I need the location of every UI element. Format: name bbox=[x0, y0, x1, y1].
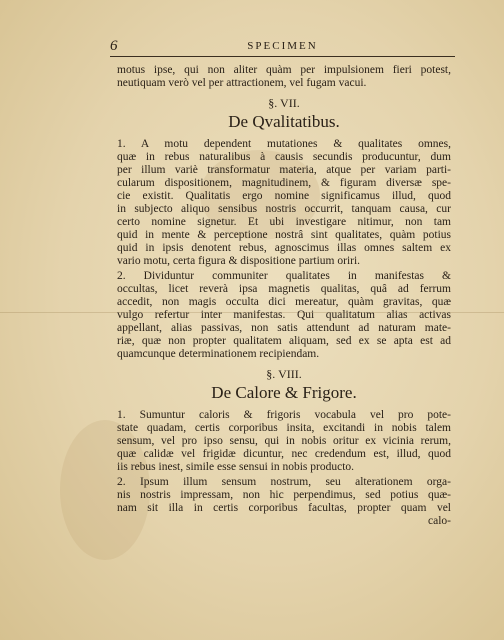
text-line: cie existit. Qualitatis ergo nomine significamus illud, quod bbox=[117, 190, 451, 202]
text-line: quid in ipsis denotent rebus, agnoscimus illas omnes saltem ex bbox=[117, 242, 451, 254]
text-line: motus ipse, qui non aliter quàm per impulsionem fieri potest, bbox=[117, 64, 451, 76]
page-body bbox=[117, 64, 451, 528]
text-line: nam sit illa in certis corporibus facultas, propter quam vel bbox=[117, 502, 451, 514]
page-number: 6 bbox=[110, 38, 118, 54]
paragraph bbox=[117, 270, 451, 361]
text-line: quæ calidæ vel frigidæ dicuntur, nec credendum est, illud, quod bbox=[117, 448, 451, 460]
section-number: §. VIII. bbox=[266, 367, 302, 381]
section-title: De Qvalitatibus. bbox=[228, 112, 340, 131]
text-line: in subjecto aliquo sensibus nostris occurrit, tanquam causa, cur bbox=[117, 203, 451, 215]
text-line: 1. A motu dependent mutationes & qualitates omnes, bbox=[117, 138, 451, 150]
text-line: cularum dispositionem, magnitudinem, & figuram diversæ spe- bbox=[117, 177, 451, 189]
text-line: quid in mente & perceptione nostrâ sint qualitates, quàm potius bbox=[117, 229, 451, 241]
text-line: appellant, alias passivas, non satis attendunt ad naturam mate- bbox=[117, 322, 451, 334]
running-title: SPECIMEN bbox=[247, 40, 318, 52]
text-line: riæ, quæ non propter qualitatem aliquam, sed ex se apta est ad bbox=[117, 335, 451, 347]
text-line: 1. Sumuntur caloris & frigoris vocabula vel pro pote- bbox=[117, 409, 451, 421]
section-number: §. VII. bbox=[268, 96, 300, 110]
page-header bbox=[110, 38, 455, 57]
text-line: certo nomine signetur. Et ubi investigare nitimur, non tam bbox=[117, 216, 451, 228]
text-line: 2. Ipsum illum sensum nostrum, seu alterationem orga- bbox=[117, 476, 451, 488]
section-title: De Calore & Frigore. bbox=[211, 383, 357, 402]
text-line: state quadam, certis corporibus insita, excitandi in nobis talem bbox=[117, 422, 451, 434]
text-line: neutiquam verò vel per attractionem, vel fugam vacui. bbox=[117, 77, 367, 89]
text-line: occultas, licet reverà ipsa magnetis qualitas, quâ ad ferrum bbox=[117, 283, 451, 295]
text-line: iis rebus inest, simile esse sensui in nobis producto. bbox=[117, 461, 355, 473]
text-line: 2. Dividuntur communiter qualitates in manifestas & bbox=[117, 270, 451, 282]
text-line: accedit, non magis occulta dici mereatur, quàm gravitas, quæ bbox=[117, 296, 451, 308]
paragraph bbox=[117, 476, 451, 515]
text-line: quamcunque determinationem recipiendam. bbox=[117, 348, 320, 360]
text-line: nis nostris impressam, non hic perpendimus, sed potius quæ- bbox=[117, 489, 451, 501]
text-line: sensum, vel pro ipso sensu, qui in nobis oritur ex vicinia rerum, bbox=[117, 435, 451, 447]
text-line: per illum variè transformatur materia, atque per variam parti- bbox=[117, 164, 451, 176]
text-line: vulgo refertur inter manifestas. Qui qualitatum alias activas bbox=[117, 309, 451, 321]
text-line: quæ in rebus naturalibus à causis secundis producuntur, dum bbox=[117, 151, 451, 163]
text-line: vario motu, certa figura & dispositione partium oriri. bbox=[117, 255, 361, 267]
paragraph bbox=[117, 409, 451, 474]
catchword: calo- bbox=[428, 515, 451, 527]
paragraph bbox=[117, 138, 451, 268]
